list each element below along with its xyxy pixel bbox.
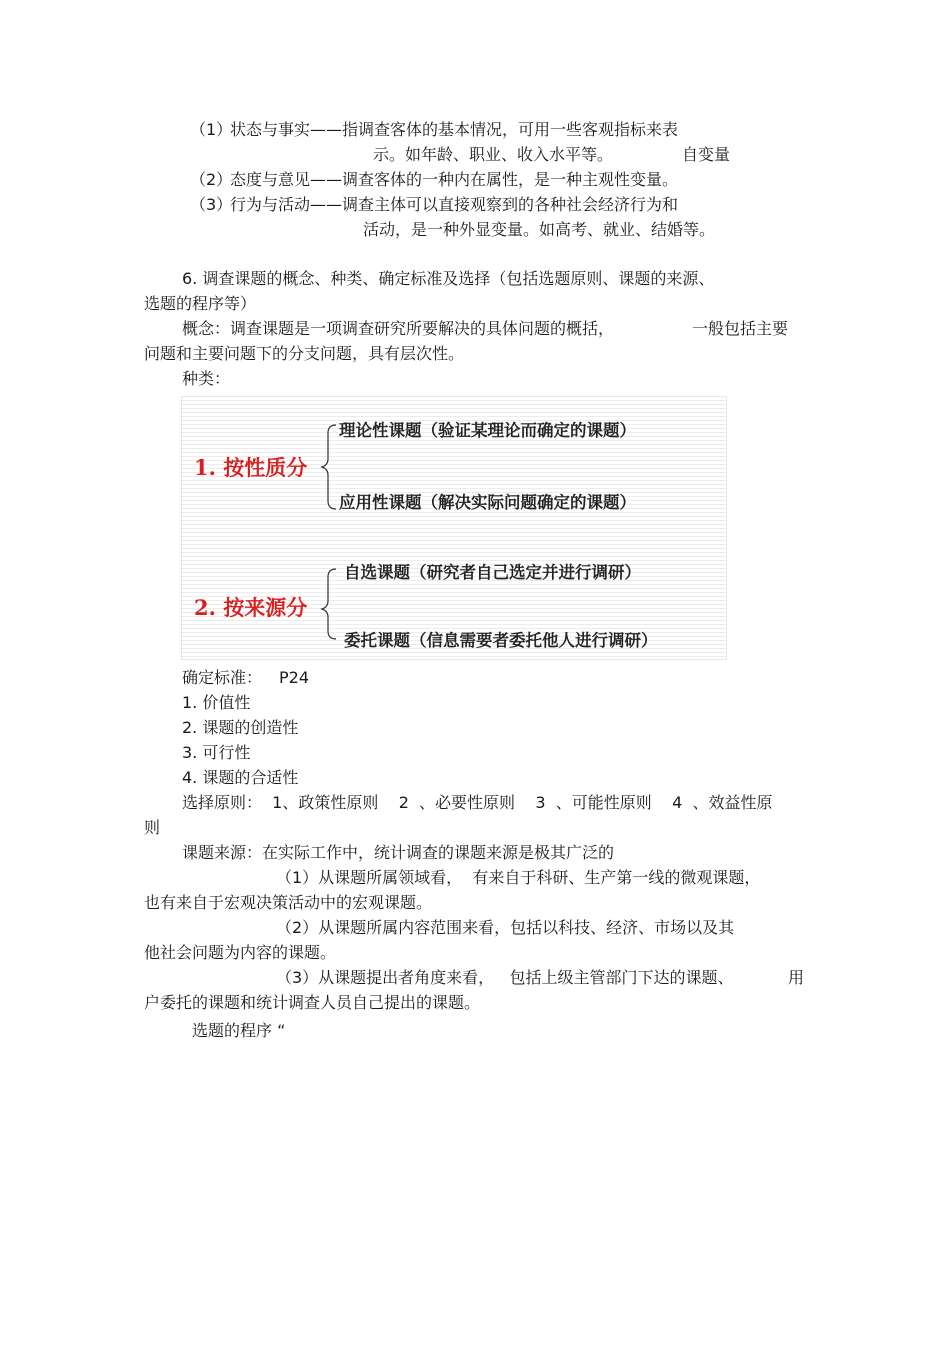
variable-2-text: 态度与意见——调查客体的一种内在属性，是一种主观性变量。 [230,170,679,189]
standard-item: 4. 课题的合适性 [182,768,299,787]
source-1-continuation: 也有来自于宏观决策活动中的宏观课题。 [144,893,433,912]
standards-page-ref: P24 [279,668,310,687]
source-3-continuation: 户委托的课题和统计调查人员自己提出的课题。 [144,993,481,1012]
source-2-continuation: 他社会问题为内容的课题。 [144,943,337,962]
source-2: （2）从课题所属内容范围来看，包括以科技、经济、市场以及其 [276,918,735,937]
topic-classification-figure [181,396,727,660]
standards-label: 确定标准： [182,668,263,687]
variable-1-number: （1） [190,120,233,139]
category-by-nature: 1. 按性质分 [194,455,308,480]
section-heading: 6. 调查课题的概念、种类、确定标准及选择（包括选题原则、课题的来源、 [182,269,715,288]
concept-continuation: 问题和主要问题下的分支问题，具有层次性。 [144,344,465,363]
standard-item: 3. 可行性 [182,743,251,762]
variable-1-continuation: 示。如年龄、职业、收入水平等。 [373,145,614,164]
classification-diagram [182,397,726,659]
concept-text: 概念：调查课题是一项调查研究所要解决的具体问题的概括， [182,319,615,338]
variable-3-number: （3） [190,195,233,214]
selection-principles: 选择原则： 1、政策性原则 2 、必要性原则 3 、可能性原则 4 、效益性原 [182,793,773,812]
source-3: （3）从课题提出者角度来看， 包括上级主管部门下达的课题、 [276,968,734,987]
section-heading-continuation: 选题的程序等） [144,294,257,313]
brace-by-nature [322,425,336,509]
brace-by-source [322,569,336,639]
source-3-tail: 用 [788,968,805,987]
types-label: 种类： [182,369,231,388]
procedure-heading: 选题的程序 “ [192,1021,286,1040]
category-by-source: 2. 按来源分 [194,595,308,620]
variable-3-continuation: 活动，是一种外显变量。如高考、就业、结婚等。 [363,220,716,239]
variable-2-number: （2） [190,170,233,189]
selection-principles-continuation: 则 [144,818,161,837]
sources-intro: 课题来源：在实际工作中，统计调查的课题来源是极其广泛的 [182,843,615,862]
item-theoretical-topic: 理论性课题（验证某理论而确定的课题） [339,421,636,440]
variable-1-text: 状态与事实——指调查客体的基本情况，可用一些客观指标来表 [230,120,679,139]
standard-item: 2. 课题的创造性 [182,718,299,737]
variable-1-tag: 自变量 [682,145,731,164]
standard-item: 1. 价值性 [182,693,251,712]
source-1: （1）从课题所属领域看， 有来自于科研、生产第一线的微观课题， [276,868,761,887]
item-self-selected-topic: 自选课题（研究者自己选定并进行调研） [344,563,641,582]
item-applied-topic: 应用性课题（解决实际问题确定的课题） [339,493,636,512]
variable-3-text: 行为与活动——调查主体可以直接观察到的各种社会经济行为和 [230,195,679,214]
concept-text-tail: 一般包括主要 [692,319,789,338]
item-commissioned-topic: 委托课题（信息需要者委托他人进行调研） [344,631,658,650]
